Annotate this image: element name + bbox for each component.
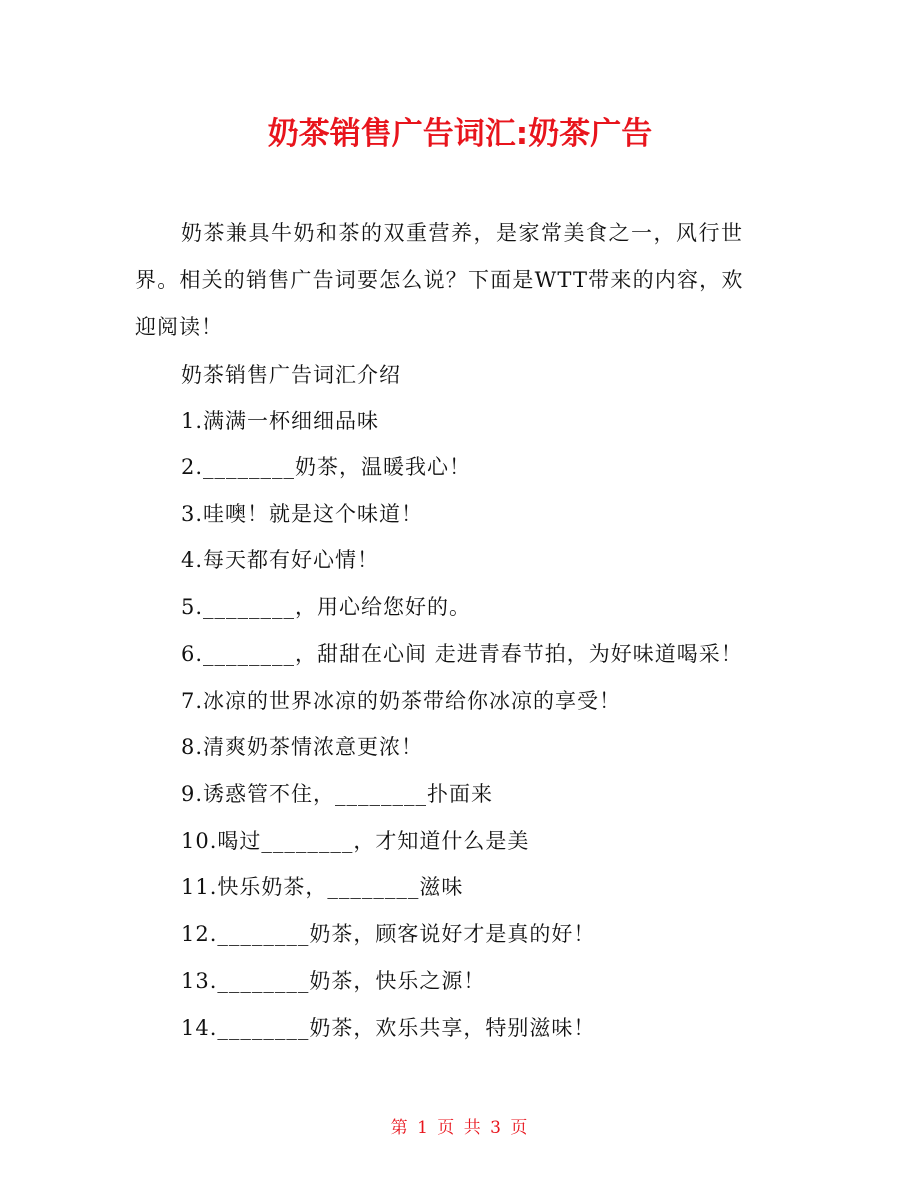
list-item: 2.________奶茶，温暖我心！ — [181, 455, 472, 479]
list-item: 14.________奶茶，欢乐共享，特别滋味！ — [181, 1016, 596, 1040]
list-item: 10.喝过________，才知道什么是美 — [181, 829, 530, 853]
list-item: 5.________，用心给您好的。 — [181, 595, 472, 619]
list-item: 1.满满一杯细细品味 — [181, 409, 380, 433]
list-item: 8.清爽奶茶情浓意更浓！ — [181, 735, 424, 759]
list-item: 7.冰凉的世界冰凉的奶茶带给你冰凉的享受！ — [181, 689, 622, 713]
document-title: 奶茶销售广告词汇:奶茶广告 — [267, 116, 653, 152]
page-footer: 第 1 页 共 3 页 — [390, 1118, 530, 1138]
list-item: 9.诱惑管不住，________扑面来 — [181, 782, 494, 806]
list-item: 3.哇噢！就是这个味道！ — [181, 502, 424, 526]
intro-line-1: 奶茶兼具牛奶和茶的双重营养，是家常美食之一，风行世 — [181, 221, 744, 245]
intro-line-2: 界。相关的销售广告词要怎么说？下面是WTT带来的内容，欢 — [135, 268, 744, 292]
intro-line-3: 迎阅读！ — [135, 315, 223, 339]
list-item: 4.每天都有好心情！ — [181, 548, 380, 572]
list-item: 6.________，甜甜在心间 走进青春节拍，为好味道喝采！ — [181, 642, 743, 666]
list-item: 11.快乐奶茶，________滋味 — [181, 875, 464, 899]
section-heading: 奶茶销售广告词汇介绍 — [181, 363, 401, 387]
list-item: 12.________奶茶，顾客说好才是真的好！ — [181, 922, 596, 946]
list-item: 13.________奶茶，快乐之源！ — [181, 969, 486, 993]
